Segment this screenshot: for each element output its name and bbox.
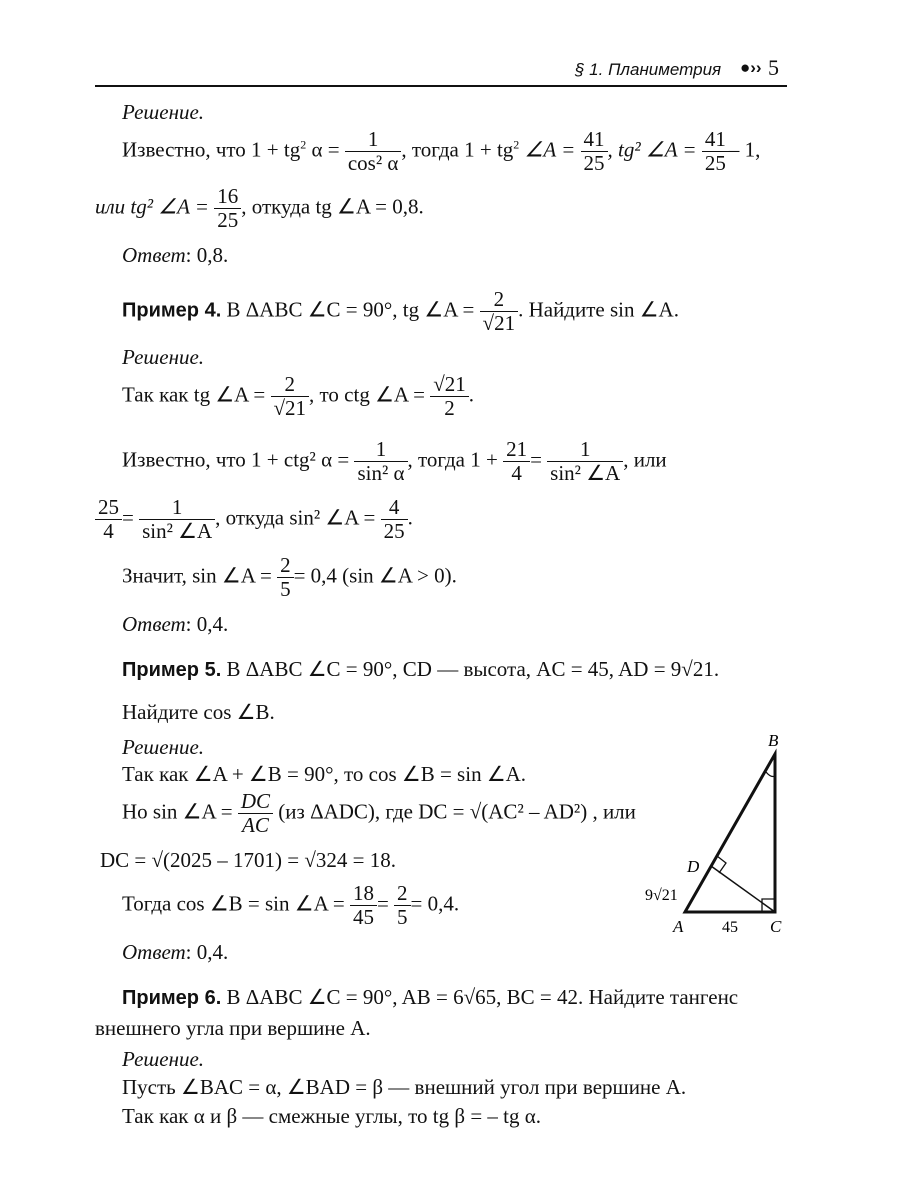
section-title: § 1. Планиметрия — [575, 60, 722, 79]
example4-line1: Так как tg ∠A = $\frac{2}{√21}$ , то ctg ∠A = $\frac{√21}{2}$ . — [122, 372, 475, 421]
example6-condition-2: внешнего угла при вершине A. — [95, 1016, 371, 1040]
answer-4: Ответ: 0,4. — [122, 612, 229, 636]
fraction: $\frac{√21}{2}$ — [430, 373, 469, 420]
example4-line3: $\frac{25}{4}$ = $\frac{1}{\text{sin² ∠A}}$ , откуда sin² ∠A = $\frac{4}{25}$ . — [95, 496, 413, 543]
solution-label-4: Решение. — [122, 345, 205, 369]
label-d: D — [687, 857, 700, 876]
example6-line2: Так как α и β — смежные углы, то tg β = – tg α. — [122, 1104, 542, 1128]
label-c: C — [770, 917, 782, 936]
fraction: $\frac{1}{\text{cos² α}}$ — [345, 128, 402, 175]
solution-label-5: Решение. — [122, 735, 205, 759]
example5-line3: DC = √(2025 – 1701) = √324 = 18. — [100, 848, 396, 872]
label-a: A — [673, 917, 684, 936]
fraction: $\frac{DC}{AC}$ — [238, 790, 273, 837]
label-ac: 45 — [722, 919, 738, 936]
block1-line2: или tg² ∠A = $\frac{16}{25}$ , откуда tg ∠A = 0,8. — [95, 184, 424, 233]
fraction: $\frac{2}{5}$ — [394, 882, 411, 929]
answer-1: Ответ: 0,8. — [122, 243, 229, 267]
fraction: $\frac{18}{45}$ — [350, 882, 377, 929]
fraction: $\frac{2}{√21}$ — [271, 373, 310, 420]
example4-line4: Значит, sin ∠A = $\frac{2}{5}$ = 0,4 (sin ∠A > 0). — [122, 553, 457, 602]
fraction: $\frac{2}{5}$ — [277, 554, 294, 601]
block1-line1: Известно, что $1 + tg^2$ α = $\frac{1}{\text{cos² α}}$ , тогда $1 + tg^2$ ∠A = $\frac{41}{25}$ , tg² ∠A = $\frac{41}{25}$ – 1, — [122, 127, 761, 176]
fraction: $\frac{41}{25}$ — [581, 128, 608, 175]
fraction: $\frac{41}{25}$ — [702, 128, 729, 175]
triangle-figure — [640, 728, 800, 938]
fraction: $\frac{2}{√21}$ — [480, 288, 519, 335]
altitude-cd — [711, 866, 775, 912]
solution-label-6: Решение. — [122, 1047, 205, 1071]
page-number: 5 — [768, 55, 779, 80]
example6-condition-1: Пример 6. В ΔABC ∠C = 90°, AB = 6√65, BC = 42. Найдите тангенс — [122, 985, 739, 1009]
label-b: B — [768, 731, 779, 750]
fraction: $\frac{21}{4}$ — [503, 438, 530, 485]
fraction: $\frac{4}{25}$ — [381, 496, 408, 543]
header-dots-icon: ●›› — [740, 58, 762, 77]
answer-5: Ответ: 0,4. — [122, 940, 229, 964]
example4-condition: Пример 4. В ΔABC ∠C = 90°, tg ∠A = $\frac{2}{√21}$ . Найдите sin ∠A. — [122, 287, 679, 336]
header-rule — [95, 85, 787, 87]
fraction: $\frac{16}{25}$ — [214, 185, 241, 232]
example4-line2: Известно, что 1 + ctg² α = $\frac{1}{\text{sin² α}}$ , тогда 1 + $\frac{21}{4}$ = $\frac{1}{\text{sin² ∠A}}$ , или — [122, 437, 667, 486]
fraction: $\frac{1}{\text{sin² ∠A}}$ — [139, 496, 215, 543]
example6-line1: Пусть ∠BAC = α, ∠BAD = β — внешний угол при вершине A. — [122, 1075, 687, 1099]
triangle-abc — [685, 754, 775, 912]
label-ad: 9√21 — [645, 887, 678, 904]
example5-condition: Пример 5. В ΔABC ∠C = 90°, CD — высота, AC = 45, AD = 9√21. — [122, 657, 720, 681]
solution-label-1: Решение. — [122, 100, 205, 124]
example5-task: Найдите cos ∠B. — [122, 700, 275, 724]
example5-line1: Так как ∠A + ∠B = 90°, то cos ∠B = sin ∠A. — [122, 762, 527, 786]
fraction: $\frac{1}{\text{sin² α}}$ — [354, 438, 407, 485]
fraction: $\frac{1}{\text{sin² ∠A}}$ — [547, 438, 623, 485]
example5-line2: Но sin ∠A = $\frac{DC}{AC}$ (из ΔADC), где DC = √(AC² – AD²) , или — [122, 789, 636, 838]
example5-line4: Тогда cos ∠B = sin ∠A = $\frac{18}{45}$ = $\frac{2}{5}$ = 0,4. — [122, 881, 460, 930]
fraction: $\frac{25}{4}$ — [95, 496, 122, 543]
